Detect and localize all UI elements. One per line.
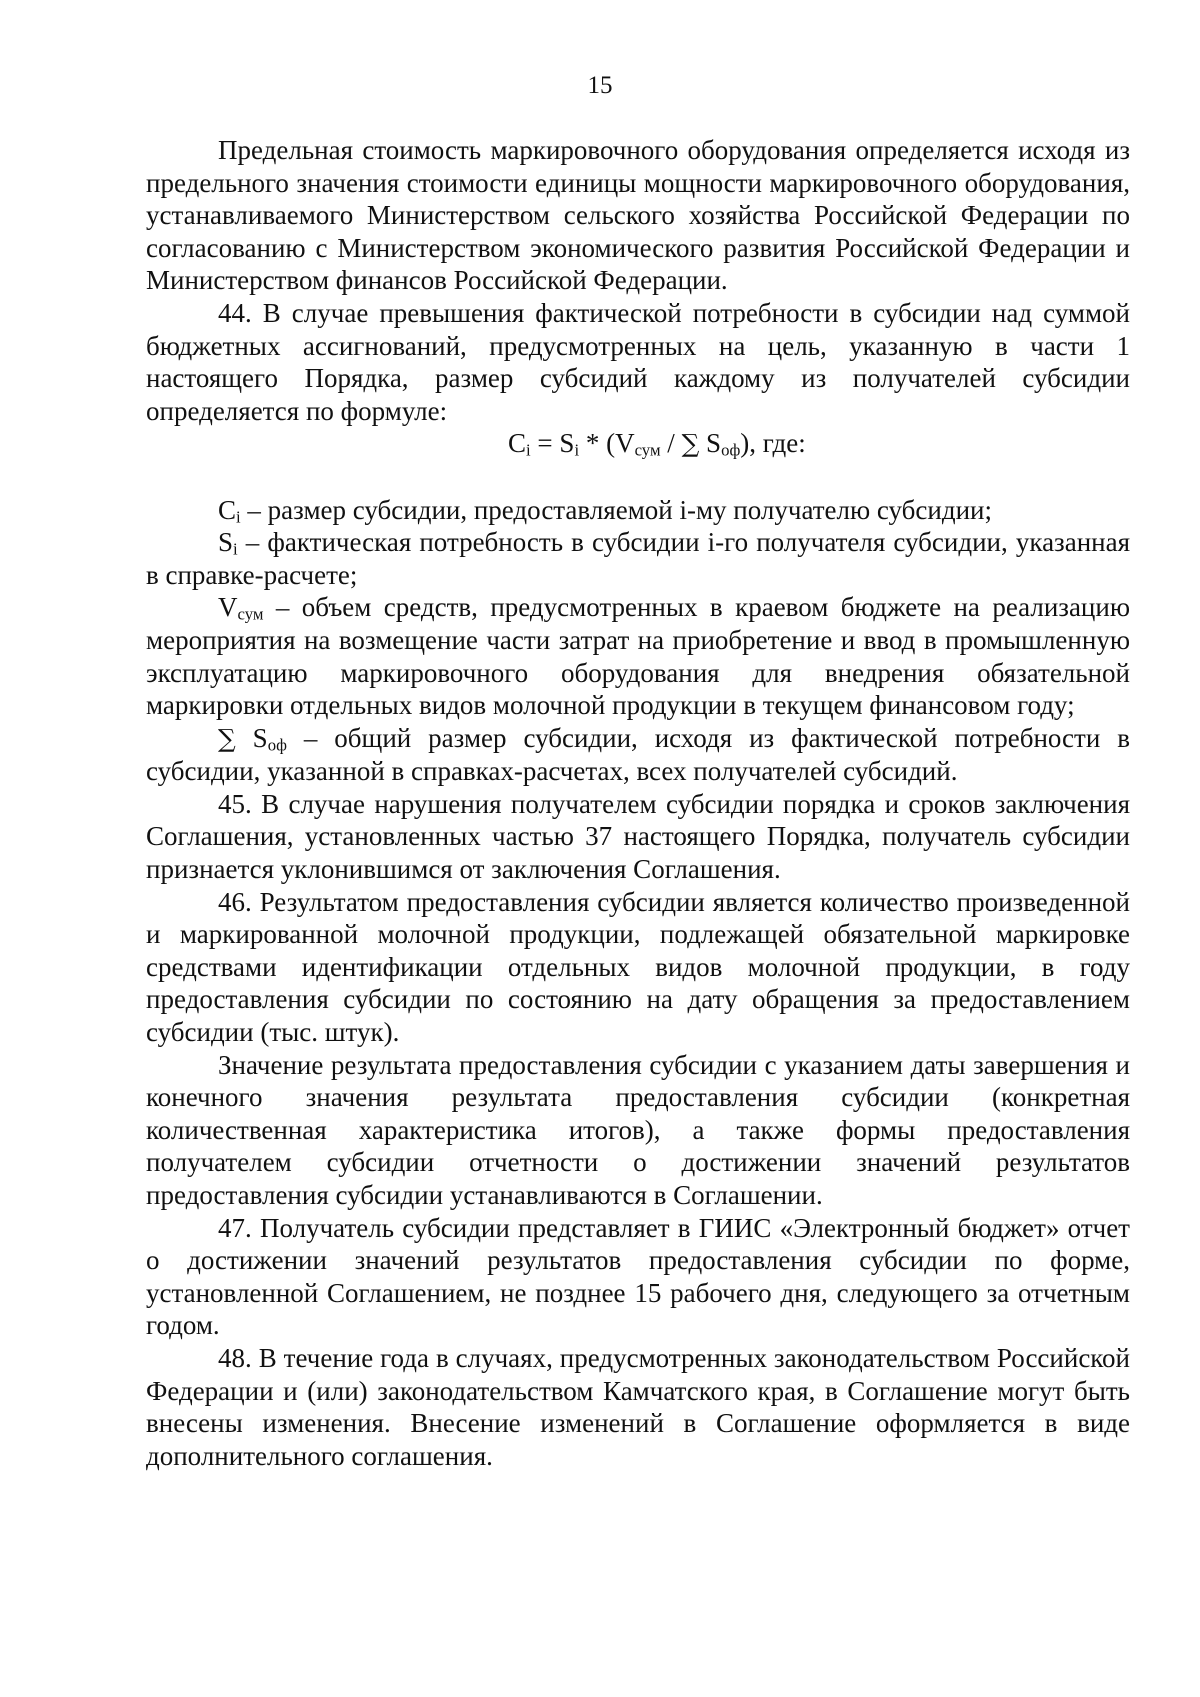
page-number: 15 [587,72,613,99]
def-ssum-symbol: S [235,722,268,753]
def-si-symbol: S [218,527,234,558]
paragraph-46: 46. Результатом предоставления субсидии является количество произведенной и маркированной молочной продукции, подлежащей обязательной маркировке средствами идентификации отдельных видов молочной продукции, в году предоставления субсидии по состоянию на дату обращения за предоставлением субсидии (тыс. штук). [146,886,1130,1048]
paragraph-44: 44. В случае превышения фактической потребности в субсидии над суммой бюджетных ассигнований, предусмотренных на цель, указанную в части 1 настоящего Порядка, размер субсидий каждому из получателей субсидии определяется по формуле: [146,297,1130,426]
paragraph-max-cost: Предельная стоимость маркировочного оборудования определяется исходя из предельного значения стоимости единицы мощности маркировочного оборудования, устанавливаемого Министерством сельского хозяйства Российской Федерации по согласованию с Министерством экономического развития Российской Федерации и Министерством финансов Российской Федерации. [146,135,1130,296]
formula-mul: * (V [579,428,635,459]
formula-v-sub: сум [634,441,661,461]
document-body [146,134,1130,1472]
formula-sum-sign: ∑ [681,429,700,459]
definition-ci [146,494,1130,527]
def-vsum-text: – объем средств, предусмотренных в краевом бюджете на реализацию мероприятия на возмещение части затрат на приобретение и ввод в промышленную эксплуатацию маркировочного оборудования для внедрения обязательной маркировки отдельных видов молочной продукции в текущем финансовом году; [146,592,1130,721]
formula-eq: = [530,428,560,459]
definition-vsum [146,591,1130,721]
paragraph-45: 45. В случае нарушения получателем субсидии порядка и сроков заключения Соглашения, установленных частью 37 настоящего Порядка, получатель субсидии признается уклонившимся от заключения Соглашения. [146,788,1130,885]
def-si-sub: i [233,539,238,559]
def-ssum-sub: оф [267,735,287,755]
formula-tail: ), где: [740,428,806,459]
def-ssum-text: – общий размер субсидии, исходя из фактической потребности в субсидии, указанной в справках-расчетах, всех получателей субсидий. [146,722,1130,787]
paragraph-46-result-value: Значение результата предоставления субсидии с указанием даты завершения и конечного значения результата предоставления субсидии (конкретная количественная характеристика итогов), а также формы предоставления получателем субсидии отчетности о достижении значений результатов предоставления субсидии устанавливаются в Соглашении. [146,1049,1130,1210]
paragraph-48: 48. В течение года в случаях, предусмотренных законодательством Российской Федерации и (или) законодательством Камчатского края, в Соглашение могут быть внесены изменения. Внесение изменений в Соглашение оформляется в виде дополнительного соглашения. [146,1342,1130,1471]
formula-c: C [508,428,527,459]
def-ci-text: – размер субсидии, предоставляемой i-му получателю субсидии; [240,494,992,525]
formula-s2-sub: оф [721,441,741,461]
def-vsum-symbol: V [218,592,238,623]
formula-s-sub: i [574,441,580,461]
definition-si [146,526,1130,591]
def-vsum-sub: сум [237,604,264,624]
def-ci-symbol: C [218,494,237,525]
def-ci-sub: i [236,507,241,527]
paragraph-47: 47. Получатель субсидии представляет в ГИИС «Электронный бюджет» отчет о достижении значений результатов предоставления субсидии по форме, установленной Соглашением, не позднее 15 рабочего дня, следующего за отчетным годом. [146,1212,1130,1341]
formula-div: / [660,428,682,459]
formula-s: S [559,428,575,459]
def-si-text: – фактическая потребность в субсидии i-го получателя субсидии, указанная в справке-расчете; [146,527,1130,590]
formula-c-sub: i [526,441,531,461]
def-ssum-sum-sign: ∑ [218,723,236,753]
definition-ssum [146,722,1130,788]
subsidy-formula [146,427,1130,461]
formula-s2: S [699,428,722,459]
